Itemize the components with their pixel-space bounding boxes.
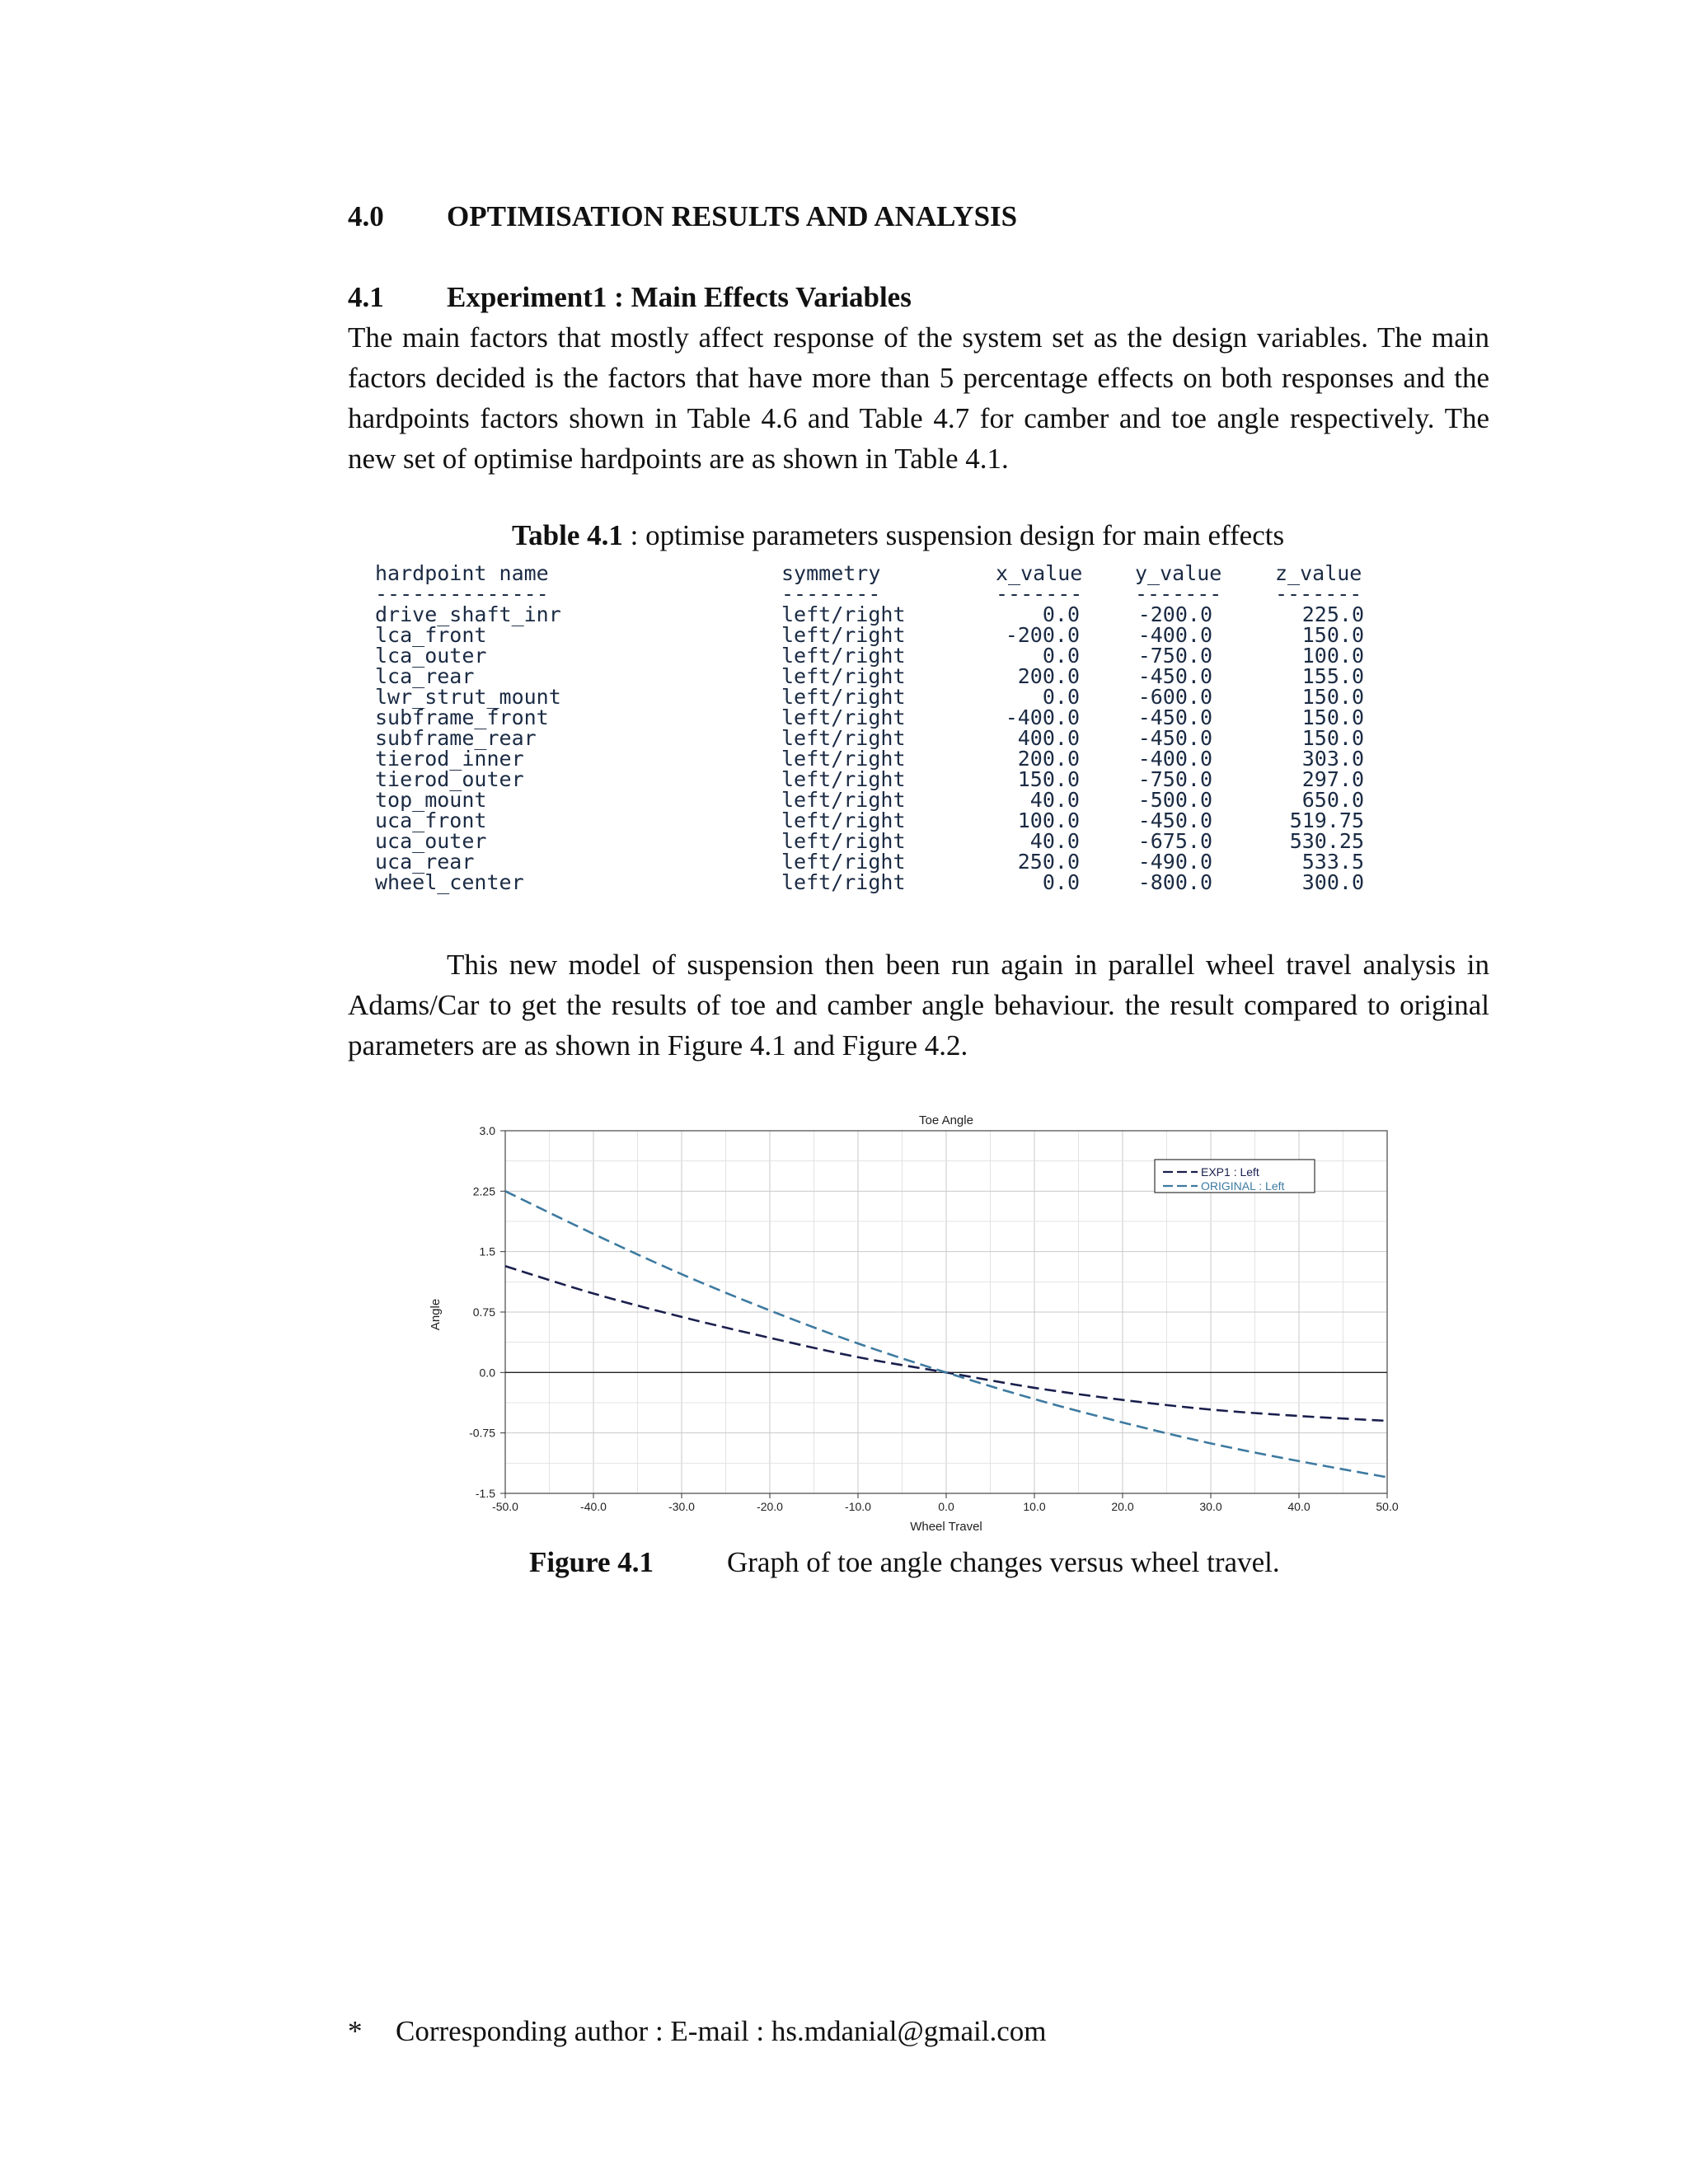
table-caption-label: Table 4.1 bbox=[512, 519, 623, 551]
cell-z-value: 150.0 bbox=[1301, 685, 1364, 709]
table-row bbox=[375, 604, 1447, 625]
table-row bbox=[375, 790, 1447, 810]
table-row bbox=[375, 748, 1447, 769]
cell-y-value: -450.0 bbox=[1137, 726, 1212, 750]
x-tick-label: -10.0 bbox=[845, 1500, 871, 1513]
cell-x-value: 0.0 bbox=[1042, 685, 1080, 709]
y-tick-label: -0.75 bbox=[469, 1426, 495, 1440]
y-tick-label: -1.5 bbox=[475, 1487, 495, 1500]
cell-symmetry: left/right bbox=[781, 623, 906, 647]
underline-name: -------------- bbox=[375, 582, 549, 606]
cell-z-value: 225.0 bbox=[1301, 602, 1364, 626]
cell-symmetry: left/right bbox=[781, 644, 906, 668]
header-x-value: x_value bbox=[996, 561, 1083, 585]
cell-y-value: -500.0 bbox=[1137, 788, 1212, 812]
x-tick-label: 20.0 bbox=[1111, 1500, 1134, 1513]
cell-x-value: 200.0 bbox=[1017, 747, 1080, 771]
x-tick-label: 50.0 bbox=[1376, 1500, 1399, 1513]
table-row bbox=[375, 645, 1447, 666]
section-heading bbox=[348, 200, 1502, 233]
cell-y-value: -600.0 bbox=[1137, 685, 1212, 709]
figure-label: Figure 4.1 bbox=[529, 1546, 654, 1578]
cell-x-value: 200.0 bbox=[1017, 664, 1080, 688]
cell-hardpoint-name: top_mount bbox=[375, 788, 487, 812]
cell-hardpoint-name: lca_rear bbox=[375, 664, 475, 688]
cell-symmetry: left/right bbox=[781, 602, 906, 626]
table-row bbox=[375, 851, 1447, 872]
cell-z-value: 650.0 bbox=[1301, 788, 1364, 812]
x-tick-label: -20.0 bbox=[757, 1500, 783, 1513]
underline-x: ------- bbox=[996, 582, 1083, 606]
cell-y-value: -750.0 bbox=[1137, 644, 1212, 668]
cell-z-value: 533.5 bbox=[1301, 850, 1364, 874]
y-tick-label: 1.5 bbox=[479, 1244, 495, 1258]
analysis-paragraph: This new model of suspension then been run again in parallel wheel travel analysis in Adams/Car to get the results of toe and camber angle behaviour. the result compared to original parameters are as shown in Figure 4.1 and Figure 4.2. bbox=[348, 949, 1489, 1062]
x-tick-label: -30.0 bbox=[668, 1500, 695, 1513]
x-tick-label: 10.0 bbox=[1023, 1500, 1046, 1513]
underline-symmetry: -------- bbox=[781, 582, 881, 606]
cell-x-value: 0.0 bbox=[1042, 870, 1080, 894]
x-tick-label: -50.0 bbox=[492, 1500, 518, 1513]
cell-y-value: -400.0 bbox=[1137, 623, 1212, 647]
cell-hardpoint-name: uca_outer bbox=[375, 829, 487, 853]
cell-hardpoint-name: uca_rear bbox=[375, 850, 475, 874]
table-header-row bbox=[375, 563, 1447, 583]
figure-caption bbox=[529, 1546, 1280, 1579]
cell-y-value: -800.0 bbox=[1137, 870, 1212, 894]
chart-legend bbox=[1155, 1160, 1315, 1193]
cell-symmetry: left/right bbox=[781, 685, 906, 709]
cell-y-value: -450.0 bbox=[1137, 705, 1212, 729]
cell-symmetry: left/right bbox=[781, 808, 906, 832]
cell-symmetry: left/right bbox=[781, 726, 906, 750]
x-tick-label: 40.0 bbox=[1287, 1500, 1311, 1513]
hardpoints-table bbox=[375, 563, 1447, 893]
header-hardpoint-name: hardpoint name bbox=[375, 561, 549, 585]
cell-x-value: 40.0 bbox=[1029, 829, 1080, 853]
y-tick-label: 0.0 bbox=[479, 1366, 495, 1380]
cell-z-value: 155.0 bbox=[1301, 664, 1364, 688]
cell-hardpoint-name: drive_shaft_inr bbox=[375, 602, 561, 626]
cell-hardpoint-name: tierod_outer bbox=[375, 767, 524, 791]
chart-x-axis-label: Wheel Travel bbox=[910, 1520, 982, 1534]
y-tick-label: 2.25 bbox=[472, 1184, 495, 1198]
cell-symmetry: left/right bbox=[781, 767, 906, 791]
cell-symmetry: left/right bbox=[781, 870, 906, 894]
section-number: 4.0 bbox=[348, 200, 384, 232]
cell-symmetry: left/right bbox=[781, 664, 906, 688]
legend-label: ORIGINAL : Left bbox=[1201, 1179, 1285, 1193]
cell-hardpoint-name: subframe_rear bbox=[375, 726, 537, 750]
table-row bbox=[375, 666, 1447, 687]
cell-symmetry: left/right bbox=[781, 829, 906, 853]
cell-x-value: 0.0 bbox=[1042, 602, 1080, 626]
table-caption-text: : optimise parameters suspension design for main effects bbox=[622, 519, 1285, 551]
legend-label: EXP1 : Left bbox=[1201, 1165, 1259, 1179]
cell-z-value: 519.75 bbox=[1289, 808, 1364, 832]
subsection-heading bbox=[348, 281, 1502, 314]
cell-x-value: 250.0 bbox=[1017, 850, 1080, 874]
section-title: OPTIMISATION RESULTS AND ANALYSIS bbox=[447, 200, 1018, 232]
cell-x-value: 400.0 bbox=[1017, 726, 1080, 750]
table-row bbox=[375, 872, 1447, 893]
table-row bbox=[375, 810, 1447, 831]
table-row bbox=[375, 687, 1447, 707]
footnote-text: Corresponding author : E-mail : hs.mdanial@gmail.com bbox=[396, 2015, 1047, 2047]
cell-y-value: -675.0 bbox=[1137, 829, 1212, 853]
cell-x-value: 40.0 bbox=[1029, 788, 1080, 812]
subsection-number: 4.1 bbox=[348, 281, 384, 313]
cell-y-value: -450.0 bbox=[1137, 664, 1212, 688]
cell-z-value: 303.0 bbox=[1301, 747, 1364, 771]
toe-angle-chart bbox=[416, 1104, 1422, 1541]
cell-y-value: -200.0 bbox=[1137, 602, 1212, 626]
chart-y-axis-label: Angle bbox=[429, 1298, 443, 1331]
cell-y-value: -450.0 bbox=[1137, 808, 1212, 832]
table-caption bbox=[512, 519, 1284, 552]
x-tick-label: 0.0 bbox=[938, 1500, 954, 1513]
x-tick-label: -40.0 bbox=[580, 1500, 607, 1513]
footnote bbox=[348, 2015, 1047, 2048]
cell-hardpoint-name: subframe_front bbox=[375, 705, 549, 729]
cell-hardpoint-name: tierod_inner bbox=[375, 747, 524, 771]
cell-z-value: 150.0 bbox=[1301, 705, 1364, 729]
y-tick-label: 0.75 bbox=[472, 1305, 495, 1319]
cell-symmetry: left/right bbox=[781, 705, 906, 729]
cell-z-value: 530.25 bbox=[1289, 829, 1364, 853]
x-tick-label: 30.0 bbox=[1199, 1500, 1222, 1513]
cell-z-value: 297.0 bbox=[1301, 767, 1364, 791]
cell-y-value: -400.0 bbox=[1137, 747, 1212, 771]
subsection-title: Experiment1 : Main Effects Variables bbox=[447, 281, 912, 313]
footnote-marker: * bbox=[348, 2015, 363, 2047]
table-row bbox=[375, 728, 1447, 748]
table-row bbox=[375, 707, 1447, 728]
cell-hardpoint-name: uca_front bbox=[375, 808, 487, 832]
figure-text: Graph of toe angle changes versus wheel travel. bbox=[727, 1546, 1280, 1578]
table-row bbox=[375, 625, 1447, 645]
table-row bbox=[375, 831, 1447, 851]
cell-z-value: 100.0 bbox=[1301, 644, 1364, 668]
intro-paragraph: The main factors that mostly affect response of the system set as the design variables. The main factors decided is the factors that have more than 5 percentage effects on both responses and the hardpoints factors shown in Table 4.6 and Table 4.7 for camber and toe angle respectively. The new set of optimise hardpoints are as shown in Table 4.1. bbox=[348, 321, 1489, 475]
header-z-value: z_value bbox=[1275, 561, 1362, 585]
cell-x-value: 150.0 bbox=[1017, 767, 1080, 791]
cell-z-value: 300.0 bbox=[1301, 870, 1364, 894]
cell-symmetry: left/right bbox=[781, 747, 906, 771]
underline-z: ------- bbox=[1275, 582, 1362, 606]
cell-symmetry: left/right bbox=[781, 788, 906, 812]
cell-y-value: -750.0 bbox=[1137, 767, 1212, 791]
cell-x-value: -400.0 bbox=[1005, 705, 1080, 729]
cell-x-value: 0.0 bbox=[1042, 644, 1080, 668]
cell-y-value: -490.0 bbox=[1137, 850, 1212, 874]
cell-hardpoint-name: lca_outer bbox=[375, 644, 487, 668]
cell-hardpoint-name: lwr_strut_mount bbox=[375, 685, 561, 709]
underline-y: ------- bbox=[1135, 582, 1222, 606]
header-symmetry: symmetry bbox=[781, 561, 881, 585]
chart-title: Toe Angle bbox=[919, 1113, 973, 1127]
cell-hardpoint-name: lca_front bbox=[375, 623, 487, 647]
header-y-value: y_value bbox=[1135, 561, 1222, 585]
cell-z-value: 150.0 bbox=[1301, 726, 1364, 750]
cell-x-value: 100.0 bbox=[1017, 808, 1080, 832]
table-underline-row bbox=[375, 583, 1447, 604]
cell-x-value: -200.0 bbox=[1005, 623, 1080, 647]
cell-symmetry: left/right bbox=[781, 850, 906, 874]
cell-z-value: 150.0 bbox=[1301, 623, 1364, 647]
y-tick-label: 3.0 bbox=[479, 1124, 495, 1137]
cell-hardpoint-name: wheel_center bbox=[375, 870, 524, 894]
table-row bbox=[375, 769, 1447, 790]
